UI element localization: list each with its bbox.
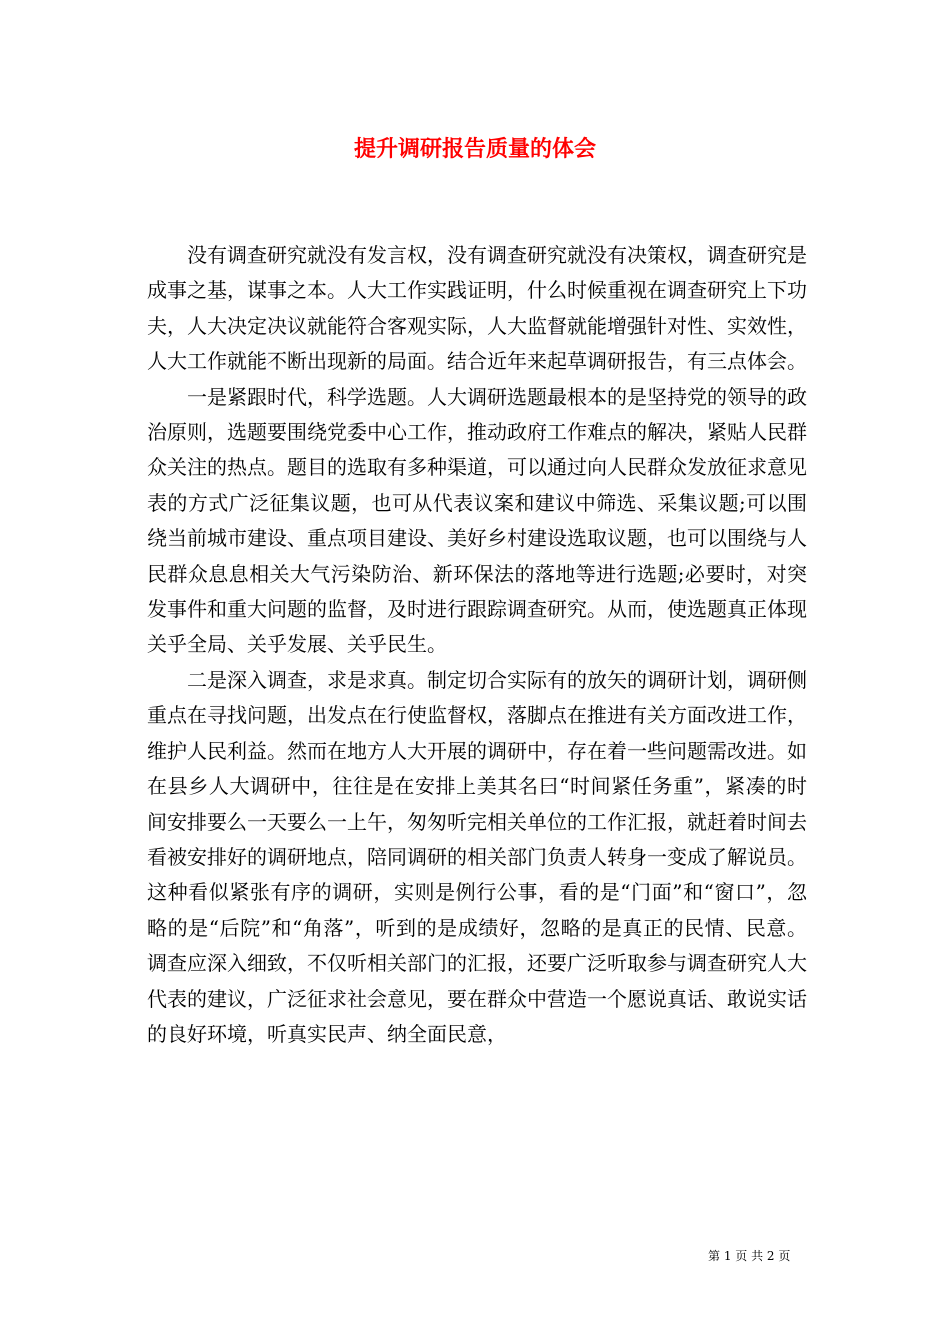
document-body bbox=[147, 238, 807, 1052]
paragraph-point-two: 二是深入调查，求是求真。制定切合实际有的放矢的调研计划，调研侧重点在寻找问题，出发点在行使监督权，落脚点在推进有关方面改进工作，维护人民利益。然而在地方人大开展的调研中，存在着一些问题需改进。如在县乡人大调研中，往往是在安排上美其名曰“时间紧任务重”，紧凑的时间安排要么一天要么一上午，匆匆听完相关单位的工作汇报，就赶着时间去看被安排好的调研地点，陪同调研的相关部门负责人转身一变成了解说员。这种看似紧张有序的调研，实则是例行公事，看的是“门面”和“窗口”，忽略的是“后院”和“角落”，听到的是成绩好，忽略的是真正的民情、民意。调查应深入细致，不仅听相关部门的汇报，还要广泛听取参与调查研究人大代表的建议，广泛征求社会意见，要在群众中营造一个愿说真话、敢说实话的良好环境，听真实民声、纳全面民意， bbox=[147, 667, 807, 1046]
paragraph-intro: 没有调查研究就没有发言权，没有调查研究就没有决策权，调查研究是成事之基，谋事之本。人大工作实践证明，什么时候重视在调查研究上下功夫，人大决定决议就能符合客观实际，人大监督就能增强针对性、实效性，人大工作就能不断出现新的局面。结合近年来起草调研报告，有三点体会。 bbox=[147, 243, 807, 374]
page-number-footer: 第 1 页 共 2 页 bbox=[708, 1249, 791, 1263]
paragraph-point-one: 一是紧跟时代，科学选题。人大调研选题最根本的是坚持党的领导的政治原则，选题要围绕党委中心工作，推动政府工作难点的解决，紧贴人民群众关注的热点。题目的选取有多种渠道，可以通过向人民群众发放征求意见表的方式广泛征集议题，也可从代表议案和建议中筛选、采集议题;可以围绕当前城市建设、重点项目建设、美好乡村建设选取议题，也可以围绕与人民群众息息相关大气污染防治、新环保法的落地等进行选题;必要时，对突发事件和重大问题的监督，及时进行跟踪调查研究。从而，使选题真正体现关乎全局、关乎发展、关乎民生。 bbox=[147, 384, 807, 657]
document-title: 提升调研报告质量的体会 bbox=[353, 136, 596, 162]
